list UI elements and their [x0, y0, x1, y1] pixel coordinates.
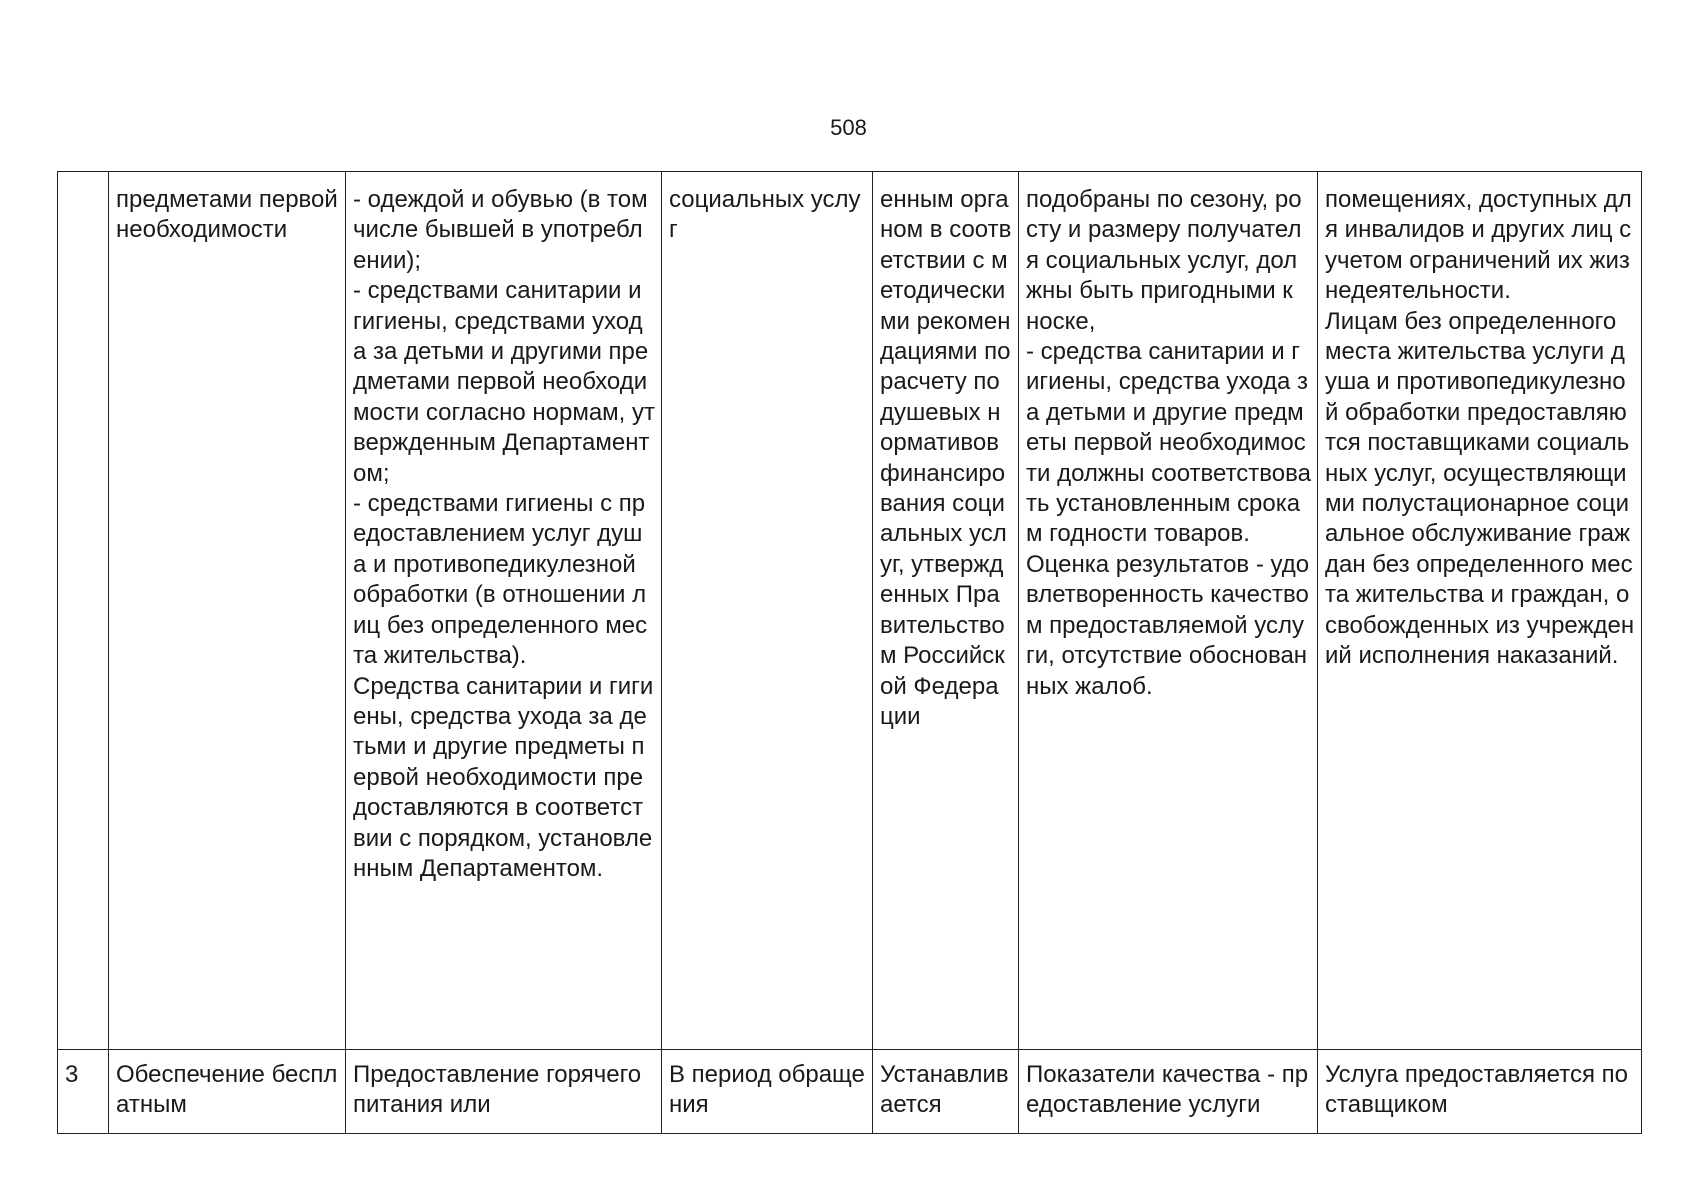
- cell-service-timing: В период обращения: [662, 1050, 873, 1134]
- cell-service-timing: социальных услуг: [662, 172, 873, 1050]
- cell-service-conditions: Услуга предоставляется поставщиком: [1318, 1050, 1642, 1134]
- cell-service-name: Обеспечение бесплатным: [109, 1050, 346, 1134]
- table-row: [58, 172, 1642, 1050]
- cell-number: 3: [58, 1050, 109, 1134]
- services-table: [57, 171, 1642, 1134]
- cell-service-description: Предоставление горячего питания или: [346, 1050, 662, 1134]
- cell-service-conditions: помещениях, доступных для инвалидов и других лиц с учетом ограничений их жизнедеятельности. Лицам без определенного места жительства услуги душа и противопедикулезной обработки предоставляются поставщиками социальных услуг, осуществляющими полустационарное социальное обслуживание граждан без определенного места жительства и граждан, освобожденных из учреждений исполнения наказаний.: [1318, 172, 1642, 1050]
- cell-quality-indicators: Показатели качества - предоставление услуги: [1019, 1050, 1318, 1134]
- page-number: 508: [830, 115, 867, 140]
- table-row: [58, 1050, 1642, 1134]
- cell-service-name: предметами первой необходимости: [109, 172, 346, 1050]
- cell-number: [58, 172, 109, 1050]
- cell-service-description: - одеждой и обувью (в том числе бывшей в употреблении); - средствами санитарии и гигиены, средствами ухода за детьми и другими предметами первой необходимости согласно нормам, утвержденным Департаментом; - средствами гигиены с предоставлением услуг душа и противопедикулезной обработки (в отношении лиц без определенного места жительства). Средства санитарии и гигиены, средства ухода за детьми и другие предметы первой необходимости предоставляются в соответствии с порядком, установленным Департаментом.: [346, 172, 662, 1050]
- cell-service-rate: енным органом в соответствии с методическими рекомендациями по расчету подушевых нормативов финансирования социальных услуг, утвержденных Правительством Российской Федерации: [873, 172, 1019, 1050]
- cell-service-rate: Устанавливается: [873, 1050, 1019, 1134]
- cell-quality-indicators: подобраны по сезону, росту и размеру получателя социальных услуг, должны быть пригодными к носке, - средства санитарии и гигиены, средства ухода за детьми и другие предметы первой необходимости должны соответствовать установленным срокам годности товаров. Оценка результатов - удовлетворенность качеством предоставляемой услуги, отсутствие обоснованных жалоб.: [1019, 172, 1318, 1050]
